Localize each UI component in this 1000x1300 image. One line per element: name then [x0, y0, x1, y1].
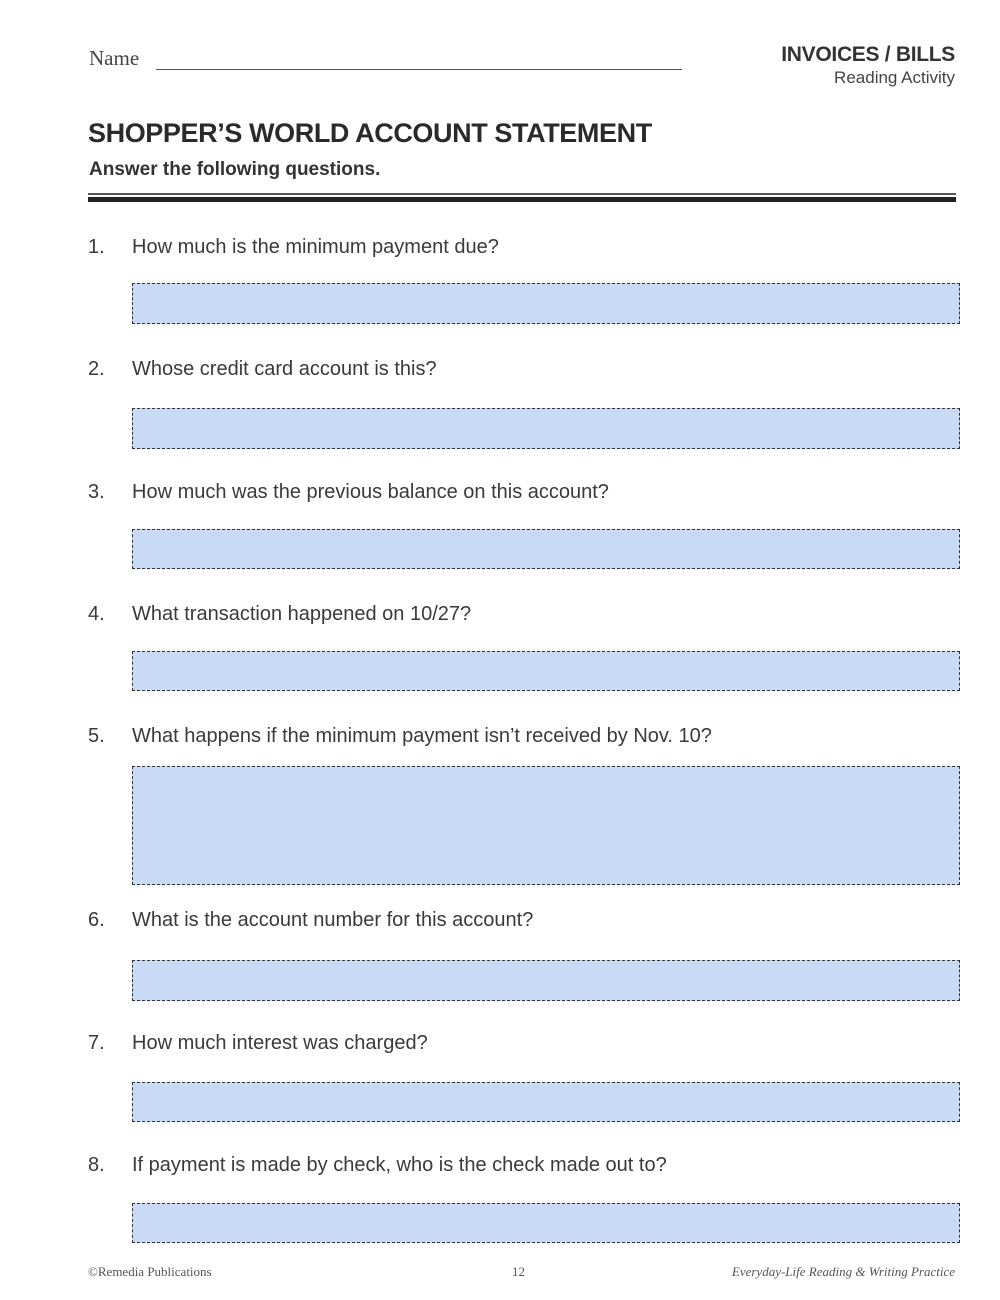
page-title: SHOPPER’S WORLD ACCOUNT STATEMENT [88, 118, 652, 148]
question-7 [88, 1032, 968, 1055]
section-header [781, 42, 955, 88]
answer-box-4[interactable] [132, 651, 960, 691]
answer-box-6[interactable] [132, 960, 960, 1001]
name-field-line[interactable] [156, 69, 682, 70]
question-number: 3. [88, 481, 105, 503]
question-number: 2. [88, 358, 105, 380]
footer-book-title: Everyday-Life Reading & Writing Practice [731, 1264, 955, 1279]
question-number: 6. [88, 909, 105, 931]
question-6 [88, 909, 968, 932]
answer-box-3[interactable] [132, 529, 960, 569]
question-text: How much interest was charged? [132, 1032, 428, 1054]
question-text: How much was the previous balance on this account? [132, 481, 609, 503]
footer-page-number: 12 [512, 1264, 525, 1279]
instructions: Answer the following questions. [89, 159, 381, 180]
question-number: 4. [88, 603, 105, 625]
question-number: 5. [88, 725, 105, 747]
question-1 [88, 236, 968, 259]
footer-copyright: ©Remedia Publications [88, 1264, 212, 1279]
question-text: What is the account number for this account? [132, 909, 534, 931]
divider-thick [88, 197, 956, 202]
answer-input-7[interactable] [133, 1083, 959, 1121]
section-subtitle: Reading Activity [834, 68, 955, 87]
question-text: What happens if the minimum payment isn’t received by Nov. 10? [132, 725, 712, 747]
question-text: Whose credit card account is this? [132, 358, 437, 380]
answer-box-7[interactable] [132, 1082, 960, 1122]
answer-input-6[interactable] [133, 961, 959, 1000]
question-text: What transaction happened on 10/27? [132, 603, 472, 625]
question-4 [88, 603, 968, 626]
answer-input-1[interactable] [133, 284, 959, 323]
answer-input-4[interactable] [133, 652, 959, 690]
question-number: 8. [88, 1154, 105, 1176]
question-3 [88, 481, 968, 504]
question-8 [88, 1154, 968, 1177]
answer-box-2[interactable] [132, 408, 960, 449]
answer-box-8[interactable] [132, 1203, 960, 1243]
answer-input-2[interactable] [133, 409, 959, 448]
question-number: 1. [88, 236, 105, 258]
section-title: INVOICES / BILLS [781, 43, 955, 66]
answer-input-3[interactable] [133, 530, 959, 568]
answer-input-5[interactable] [133, 767, 959, 884]
question-5 [88, 725, 968, 748]
question-text: How much is the minimum payment due? [132, 236, 499, 258]
question-text: If payment is made by check, who is the check made out to? [132, 1154, 667, 1176]
answer-box-5[interactable] [132, 766, 960, 885]
answer-input-8[interactable] [133, 1204, 959, 1242]
name-label: Name [89, 46, 140, 70]
question-2 [88, 358, 968, 381]
divider-thin [88, 193, 956, 195]
answer-box-1[interactable] [132, 283, 960, 324]
question-number: 7. [88, 1032, 105, 1054]
